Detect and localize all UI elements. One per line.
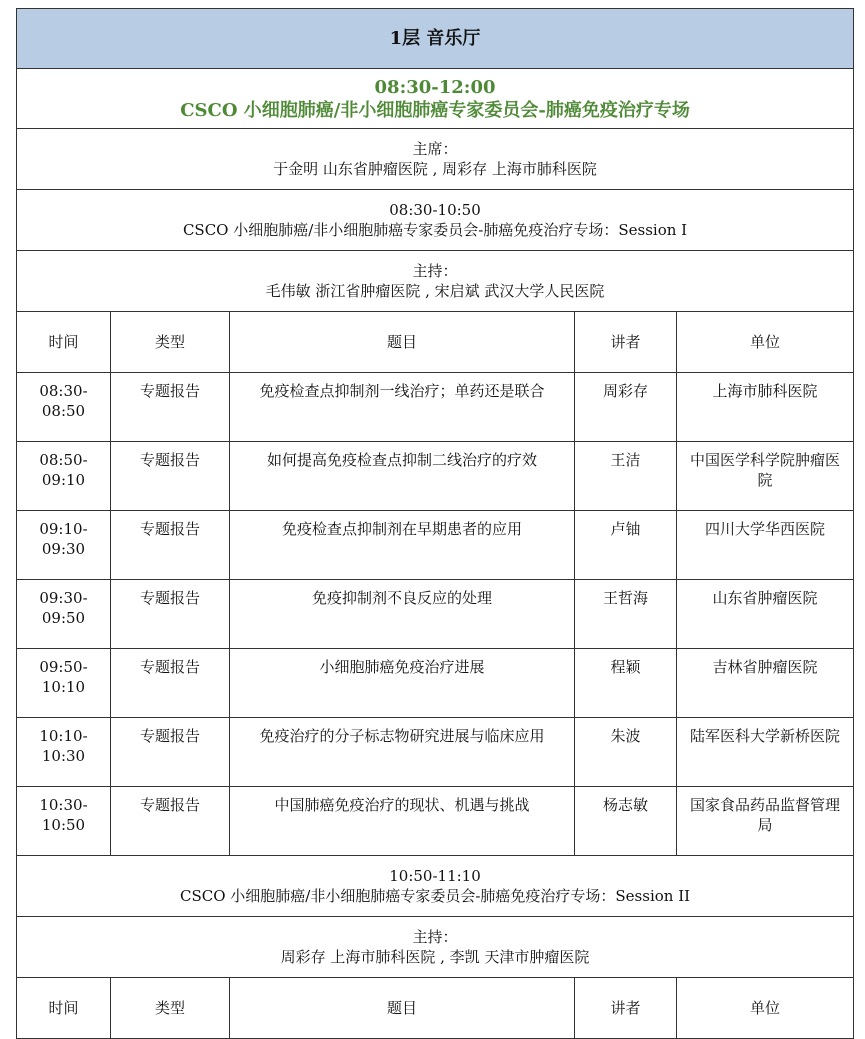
session1-hosts-cell: [17, 251, 854, 312]
talk-end: 09:50: [41, 609, 86, 627]
talk-time: [17, 511, 111, 580]
col-topic-header: 题目: [230, 978, 575, 1039]
col-speaker-header: 讲者: [575, 978, 677, 1039]
session1-hosts: 毛伟敏 浙江省肿瘤医院 , 宋启斌 武汉大学人民医院: [265, 282, 605, 300]
talk-type: 专题报告: [111, 580, 230, 649]
table-row: [17, 787, 854, 856]
talk-speaker: 王洁: [575, 442, 677, 511]
talk-type: 专题报告: [111, 511, 230, 580]
talk-topic: 免疫治疗的分子标志物研究进展与临床应用: [230, 718, 575, 787]
talk-end: 10:30: [41, 747, 86, 765]
column-header-row: [17, 978, 854, 1039]
col-unit-header: 单位: [677, 312, 854, 373]
talk-time: [17, 718, 111, 787]
col-type-header: 类型: [111, 978, 230, 1039]
chairs-row: [17, 129, 854, 190]
session1-hosts-row: [17, 251, 854, 312]
talk-type: 专题报告: [111, 787, 230, 856]
table-row: [17, 580, 854, 649]
session1-time: 08:30-10:50: [389, 201, 481, 219]
col-unit-header: 单位: [677, 978, 854, 1039]
col-time-header: 时间: [17, 312, 111, 373]
talk-unit: 陆军医科大学新桥医院: [677, 718, 854, 787]
talk-unit: 山东省肿瘤医院: [677, 580, 854, 649]
block-header: [17, 69, 854, 129]
schedule-table: [16, 8, 854, 1039]
talk-start: 09:30-: [39, 589, 88, 607]
talk-speaker: 王哲海: [575, 580, 677, 649]
talk-time: [17, 580, 111, 649]
talk-speaker: 杨志敏: [575, 787, 677, 856]
session2-hosts: 周彩存 上海市肺科医院 , 李凯 天津市肿瘤医院: [280, 948, 590, 966]
talk-unit: 中国医学科学院肿瘤医院: [677, 442, 854, 511]
hall-title: 1层 音乐厅: [17, 9, 854, 69]
talk-topic: 免疫抑制剂不良反应的处理: [230, 580, 575, 649]
table-row: [17, 373, 854, 442]
talk-end: 10:50: [41, 816, 86, 834]
chairs-cell: [17, 129, 854, 190]
talk-end: 09:10: [41, 471, 86, 489]
talk-unit: 上海市肺科医院: [677, 373, 854, 442]
talk-start: 10:10-: [39, 727, 88, 745]
col-speaker-header: 讲者: [575, 312, 677, 373]
session2-title: CSCO 小细胞肺癌/非小细胞肺癌专家委员会-肺癌免疫治疗专场：Session II: [179, 887, 691, 905]
block-title: CSCO 小细胞肺癌/非小细胞肺癌专家委员会-肺癌免疫治疗专场: [180, 99, 690, 121]
session2-hosts-cell: [17, 917, 854, 978]
talk-start: 09:10-: [39, 520, 88, 538]
session2-row: [17, 856, 854, 917]
table-row: [17, 511, 854, 580]
talk-type: 专题报告: [111, 718, 230, 787]
session2-cell: [17, 856, 854, 917]
session1-cell: [17, 190, 854, 251]
talk-start: 08:50-: [39, 451, 88, 469]
talk-time: [17, 373, 111, 442]
column-header-row: [17, 312, 854, 373]
talk-time: [17, 649, 111, 718]
hall-row: [17, 9, 854, 69]
col-type-header: 类型: [111, 312, 230, 373]
session2-host-label: 主持：: [412, 928, 458, 946]
session2-time: 10:50-11:10: [389, 867, 481, 885]
talk-topic: 如何提高免疫检查点抑制二线治疗的疗效: [230, 442, 575, 511]
table-row: [17, 718, 854, 787]
talk-type: 专题报告: [111, 649, 230, 718]
talk-unit: 四川大学华西医院: [677, 511, 854, 580]
talk-unit: 国家食品药品监督管理局: [677, 787, 854, 856]
table-row: [17, 442, 854, 511]
talk-topic: 中国肺癌免疫治疗的现状、机遇与挑战: [230, 787, 575, 856]
talk-time: [17, 787, 111, 856]
chairs-names: 于金明 山东省肿瘤医院 , 周彩存 上海市肺科医院: [273, 160, 597, 178]
talk-start: 10:30-: [39, 796, 88, 814]
talk-speaker: 程颖: [575, 649, 677, 718]
talk-time: [17, 442, 111, 511]
talk-start: 08:30-: [39, 382, 88, 400]
session1-row: [17, 190, 854, 251]
talk-type: 专题报告: [111, 442, 230, 511]
talk-type: 专题报告: [111, 373, 230, 442]
talk-speaker: 周彩存: [575, 373, 677, 442]
chairs-label: 主席：: [412, 140, 458, 158]
table-row: [17, 649, 854, 718]
talk-end: 10:10: [41, 678, 86, 696]
talk-speaker: 朱波: [575, 718, 677, 787]
talk-speaker: 卢铀: [575, 511, 677, 580]
talk-unit: 吉林省肿瘤医院: [677, 649, 854, 718]
col-time-header: 时间: [17, 978, 111, 1039]
block-time: 08:30-12:00: [374, 76, 496, 98]
talk-topic: 免疫检查点抑制剂在早期患者的应用: [230, 511, 575, 580]
session1-host-label: 主持：: [412, 262, 458, 280]
col-topic-header: 题目: [230, 312, 575, 373]
talk-topic: 小细胞肺癌免疫治疗进展: [230, 649, 575, 718]
talk-end: 09:30: [41, 540, 86, 558]
talk-start: 09:50-: [39, 658, 88, 676]
block-row: [17, 69, 854, 129]
talk-end: 08:50: [41, 402, 86, 420]
session1-title: CSCO 小细胞肺癌/非小细胞肺癌专家委员会-肺癌免疫治疗专场：Session I: [182, 221, 688, 239]
session2-hosts-row: [17, 917, 854, 978]
talk-topic: 免疫检查点抑制剂一线治疗；单药还是联合: [230, 373, 575, 442]
